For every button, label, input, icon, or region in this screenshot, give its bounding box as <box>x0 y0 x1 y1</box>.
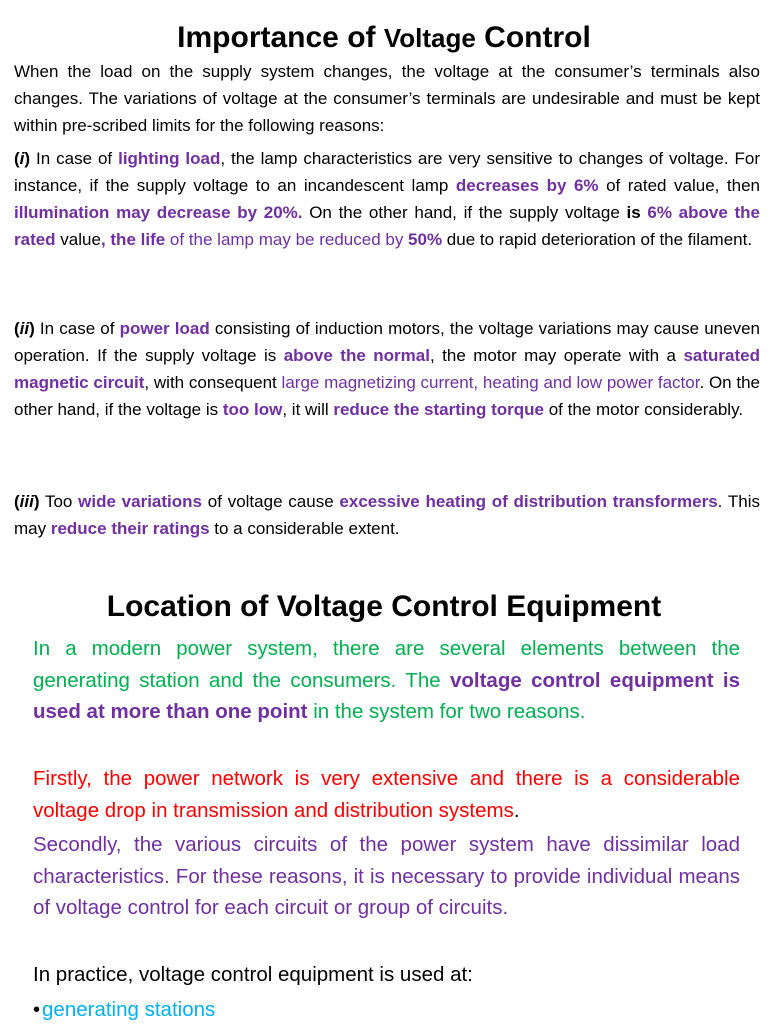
section-title: Location of Voltage Control Equipment <box>106 590 662 623</box>
location-paragraph-4: In practice, voltage control equipment is used at: <box>33 963 473 986</box>
location-paragraph-1: In a modern power system, there are several elements between the generating station and the consumers. The voltage control equipment is used at more than one point in the system for two reasons. <box>33 637 740 723</box>
reason-2-paragraph: (ii) In case of power load consisting of induction motors, the voltage variations may cause uneven operation. If the supply voltage is above the normal, the motor may operate with a saturated magnetic circuit, with consequent large magnetizing current, heating and low power factor. On the other hand, if the voltage is too low, it will reduce the starting torque of the motor considerably. <box>14 319 761 419</box>
bullet-icon: • <box>33 999 41 1021</box>
location-paragraph-3: Secondly, the various circuits of the power system have dissimilar load characteristics. For these reasons, it is necessary to provide individual means of voltage control for each circuit or group of circuits. <box>33 833 740 919</box>
reason-1-paragraph: (i) In case of lighting load, the lamp characteristics are very sensitive to changes of voltage. For instance, if the supply voltage to an incandescent lamp decreases by 6% of rated value, then illumination may decrease by 20%. On the other hand, if the supply voltage is 6% above the rated value, the life of the lamp may be reduced by 50% due to rapid deterioration of the filament. <box>14 149 760 249</box>
reason-3-paragraph: (iii) Too wide variations of voltage cause excessive heating of distribution transformers. This may reduce their ratings to a considerable extent. <box>14 492 760 538</box>
location-paragraph-2: Firstly, the power network is very extensive and there is a considerable voltage drop in transmission and distribution systems. <box>33 767 740 822</box>
page-title: Importance of Voltage Control <box>177 21 591 54</box>
bullet-text: generating stations <box>42 998 216 1021</box>
list-item <box>33 994 215 1026</box>
intro-paragraph: When the load on the supply system changes, the voltage at the consumer’s terminals also changes. The variations of voltage at the consumer’s terminals are undesirable and must be kept within pre-scribed limits for the following reasons: <box>14 62 760 135</box>
